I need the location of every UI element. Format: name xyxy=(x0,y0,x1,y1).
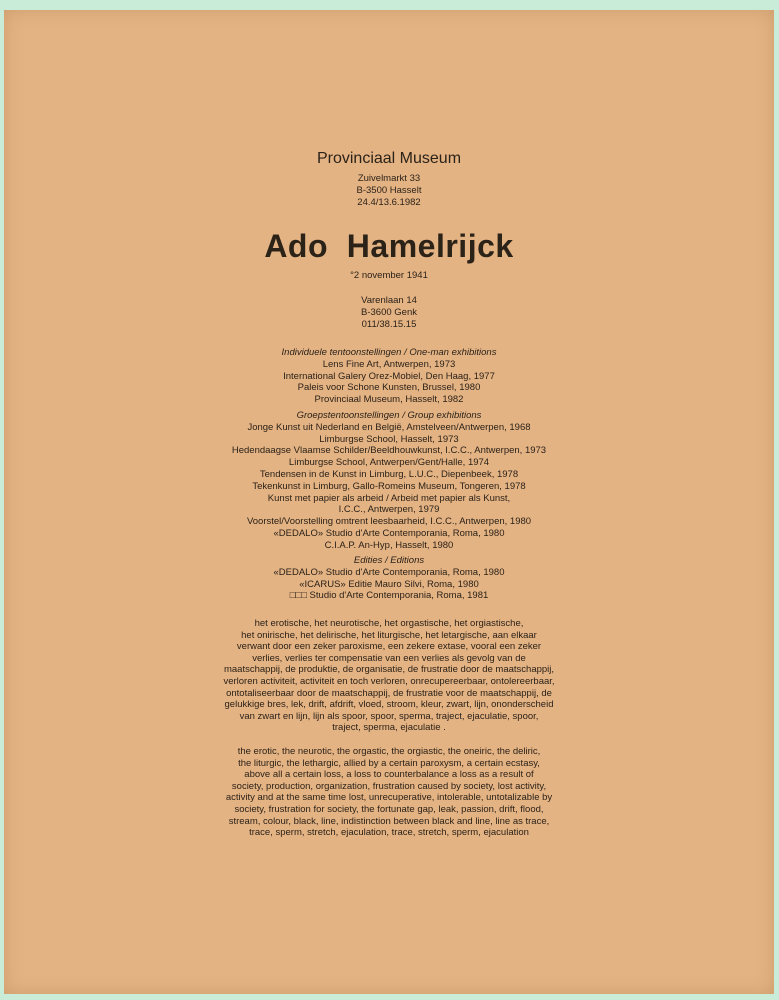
artist-address xyxy=(4,295,774,330)
text-line: het onirische, het delirische, het liturgische, het letargische, aan elkaar xyxy=(241,629,537,641)
list-item: International Galery Orez-Mobiel, Den Haag, 1977 xyxy=(283,370,495,382)
text-line: verwant door een zeker paroxisme, een zekere extase, vooral een zeker xyxy=(236,641,542,653)
address-line: Varenlaan 14 xyxy=(361,295,417,306)
list-item: Limburgse School, Antwerpen/Gent/Halle, 1974 xyxy=(288,457,490,469)
list-item: Hedendaagse Vlaamse Schilder/Beeldhouwkunst, I.C.C., Antwerpen, 1973 xyxy=(231,445,547,457)
list-item: Limburgse School, Hasselt, 1973 xyxy=(319,433,459,445)
group-heading: Groepstentoonstellingen / Group exhibitions xyxy=(296,410,482,421)
list-item: «DEDALO» Studio d'Arte Contemporania, Roma, 1980 xyxy=(273,566,505,578)
solo-exhibitions xyxy=(4,347,774,406)
dutch-text xyxy=(4,618,774,734)
list-item: Kunst met papier als arbeid / Arbeid met papier als Kunst, xyxy=(267,492,511,504)
text-line: activity and at the same time lost, unrecuperative, intolerable, untotalizable by xyxy=(225,792,553,804)
text-line: stream, colour, black, line, indistinction between black and line, line as trace, xyxy=(228,815,550,827)
museum-city: B-3500 Hasselt xyxy=(356,185,422,196)
editions xyxy=(4,555,774,602)
list-item: Lens Fine Art, Antwerpen, 1973 xyxy=(322,358,456,370)
list-item: □□□ Studio d'Arte Contemporania, Roma, 1981 xyxy=(289,590,489,602)
list-item: Voorstel/Voorstelling omtrent leesbaarheid, I.C.C., Antwerpen, 1980 xyxy=(246,516,532,528)
text-line: gelukkige bres, lek, drift, afdrift, vloed, stroom, kleur, zwart, lijn, ononderscheid xyxy=(224,699,554,711)
list-item: «ICARUS» Editie Mauro Silvi, Roma, 1980 xyxy=(299,578,479,590)
list-item: I.C.C., Antwerpen, 1979 xyxy=(338,504,440,516)
exhibition-dates: 24.4/13.6.1982 xyxy=(357,197,421,208)
solo-heading: Individuele tentoonstellingen / One-man exhibitions xyxy=(281,347,497,358)
text-line: traject, sperma, ejaculatie . xyxy=(332,722,446,734)
list-item: Jonge Kunst uit Nederland en België, Amstelveen/Antwerpen, 1968 xyxy=(247,421,531,433)
text-line: above all a certain loss, a loss to counterbalance a loss as a result of xyxy=(244,769,534,781)
text-line: verlies, verlies ter compensatie van een verlies als gevolg van de xyxy=(252,652,526,664)
text-line: the liturgic, the lethargic, allied by a certain paroxysm, a certain ecstasy, xyxy=(238,757,540,769)
list-item: Tendensen in de Kunst in Limburg, L.U.C., Diepenbeek, 1978 xyxy=(259,468,519,480)
list-item: Provinciaal Museum, Hasselt, 1982 xyxy=(314,394,464,406)
text-line: van zwart en lijn, lijn als spoor, spoor, sperma, traject, ejaculatie, spoor, xyxy=(239,710,539,722)
poster-sheet xyxy=(4,10,774,994)
museum-details xyxy=(4,173,774,209)
text-line: society, production, organization, frustration caused by society, lost activity, xyxy=(231,780,547,792)
text-line: het erotische, het neurotische, het orgastische, het orgiastische, xyxy=(254,618,524,629)
text-line: society, frustration for society, the fortunate gap, leak, passion, drift, flood, xyxy=(234,803,544,815)
museum-name: Provinciaal Museum xyxy=(316,150,462,167)
editions-heading: Edities / Editions xyxy=(353,555,425,566)
address-line: 011/38.15.15 xyxy=(361,318,417,330)
artist-birth: °2 november 1941 xyxy=(350,270,428,281)
list-item: Tekenkunst in Limburg, Gallo-Romeins Museum, Tongeren, 1978 xyxy=(252,480,526,492)
text-line: trace, sperm, stretch, ejaculation, trace, stretch, sperm, ejaculation xyxy=(249,827,529,839)
text-line: maatschappij, de produktie, de organisatie, de frustratie door de maatschappij, xyxy=(223,664,555,676)
list-item: C.I.A.P. An-Hyp, Hasselt, 1980 xyxy=(324,539,454,551)
list-item: «DEDALO» Studio d'Arte Contemporania, Roma, 1980 xyxy=(273,527,505,539)
text-line: verloren activiteit, activiteit en toch verloren, onrecupereerbaar, ontolereerbaar, xyxy=(223,675,555,687)
english-text xyxy=(4,746,774,839)
address-line: B-3600 Genk xyxy=(361,306,417,318)
museum-street: Zuivelmarkt 33 xyxy=(357,173,421,184)
artist-name: Ado Hamelrijck xyxy=(264,228,514,264)
list-item: Paleis voor Schone Kunsten, Brussel, 1980 xyxy=(297,382,481,394)
text-line: ontotaliseerbaar door de maatschappij, de frustratie voor de maatschappij, de xyxy=(226,687,552,699)
text-line: the erotic, the neurotic, the orgastic, the orgiastic, the oneiric, the deliric, xyxy=(237,746,541,757)
group-exhibitions xyxy=(4,410,774,552)
